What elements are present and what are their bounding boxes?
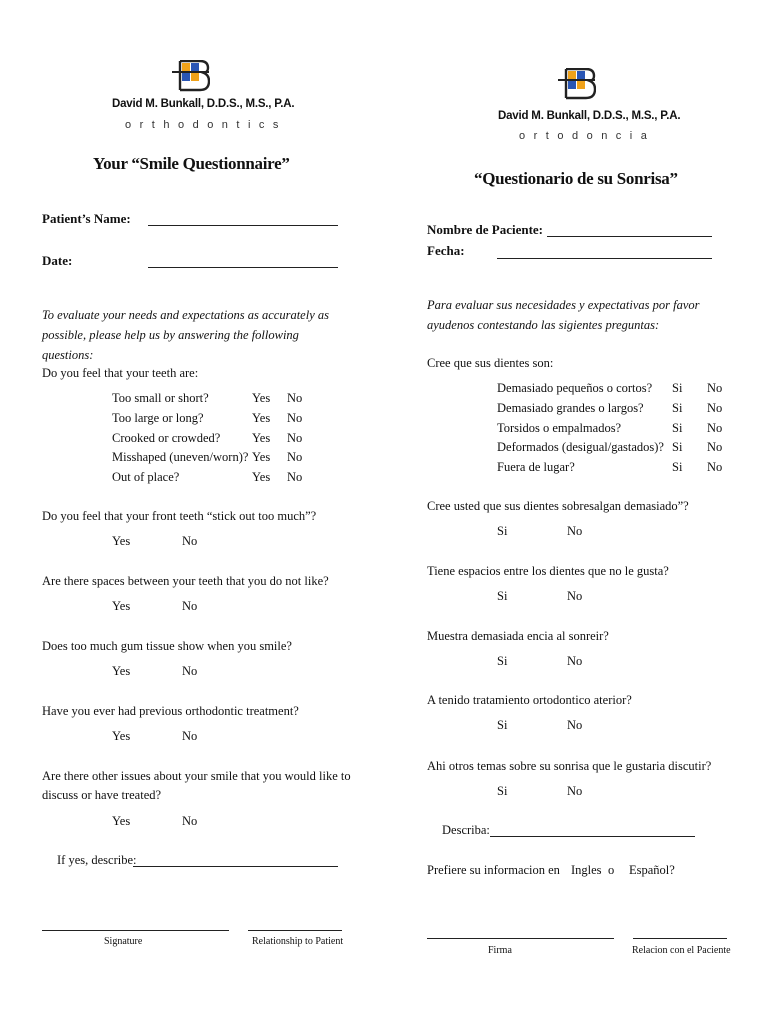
teeth-item: Demasiado pequeños o cortos? bbox=[497, 381, 653, 395]
no-option[interactable]: No bbox=[567, 524, 583, 538]
no-option[interactable]: No bbox=[287, 391, 303, 405]
option-spanish[interactable]: Español? bbox=[629, 863, 675, 877]
no-option[interactable]: No bbox=[287, 450, 303, 464]
yes-option[interactable]: Yes bbox=[112, 729, 131, 743]
no-option[interactable]: No bbox=[182, 814, 198, 828]
relationship-line[interactable] bbox=[633, 938, 727, 939]
practice-specialty: ortodoncia bbox=[519, 130, 656, 142]
yes-option[interactable]: Yes bbox=[112, 664, 131, 678]
question-previous: Have you ever had previous orthodontic treatment? bbox=[42, 704, 299, 718]
no-option[interactable]: No bbox=[707, 440, 723, 454]
no-option[interactable]: No bbox=[707, 421, 723, 435]
no-option[interactable]: No bbox=[182, 599, 198, 613]
question-other: Ahi otros temas sobre su sonrisa que le gustaria discutir? bbox=[427, 759, 712, 773]
no-option[interactable]: No bbox=[182, 534, 198, 548]
yes-option[interactable]: Yes bbox=[252, 411, 271, 425]
practice-specialty: orthodontics bbox=[125, 119, 287, 131]
no-option[interactable]: No bbox=[287, 431, 303, 445]
teeth-item: Deformados (desigual/gastados)? bbox=[497, 440, 664, 454]
no-option[interactable]: No bbox=[182, 729, 198, 743]
yes-option[interactable]: Yes bbox=[112, 599, 131, 613]
teeth-item: Torsidos o empalmados? bbox=[497, 421, 622, 435]
yes-option[interactable]: Si bbox=[672, 401, 683, 415]
intro-text: Para evaluar sus necesidades y expectativas por favor ayudenos contestando las sigientes preguntas: bbox=[427, 298, 700, 332]
yes-option[interactable]: Si bbox=[497, 784, 508, 798]
yes-option[interactable]: Yes bbox=[112, 534, 131, 548]
yes-option[interactable]: Si bbox=[497, 654, 508, 668]
form-title: Your “Smile Questionnaire” bbox=[93, 154, 290, 173]
no-option[interactable]: No bbox=[182, 664, 198, 678]
describe-field[interactable] bbox=[490, 836, 695, 837]
teeth-item: Out of place? bbox=[112, 470, 180, 484]
no-option[interactable]: No bbox=[567, 784, 583, 798]
question-stick-out: Cree usted que sus dientes sobresalgan demasiado”? bbox=[427, 499, 689, 513]
teeth-item: Fuera de lugar? bbox=[497, 460, 575, 474]
patient-name-label: Patient’s Name: bbox=[42, 211, 131, 226]
yes-option[interactable]: Si bbox=[672, 440, 683, 454]
if-yes-label: If yes, describe: bbox=[57, 853, 137, 867]
form-title: “Questionario de su Sonrisa” bbox=[474, 169, 678, 188]
relationship-caption: Relationship to Patient bbox=[252, 936, 344, 947]
question-stick-out: Do you feel that your front teeth “stick out too much”? bbox=[42, 509, 317, 523]
patient-name-field[interactable] bbox=[547, 236, 712, 237]
option-separator: o bbox=[608, 863, 615, 877]
signature-caption: Firma bbox=[488, 945, 512, 956]
practice-name: David M. Bunkall, D.D.S., M.S., P.A. bbox=[498, 110, 681, 122]
yes-option[interactable]: Yes bbox=[252, 391, 271, 405]
no-option[interactable]: No bbox=[707, 381, 723, 395]
date-field[interactable] bbox=[497, 258, 712, 259]
teeth-item: Misshaped (uneven/worn)? bbox=[112, 450, 249, 464]
relationship-caption: Relacion con el Paciente bbox=[632, 945, 731, 956]
yes-option[interactable]: Si bbox=[672, 381, 683, 395]
yes-option[interactable]: Yes bbox=[252, 470, 271, 484]
practice-name: David M. Bunkall, D.D.S., M.S., P.A. bbox=[112, 98, 295, 110]
no-option[interactable]: No bbox=[567, 718, 583, 732]
teeth-item: Too small or short? bbox=[112, 391, 209, 405]
question-gum: Muestra demasiada encia al sonreir? bbox=[427, 629, 609, 643]
describe-label: Describa: bbox=[442, 823, 490, 837]
question-other-line2: discuss or have treated? bbox=[42, 788, 162, 802]
yes-option[interactable]: Yes bbox=[252, 450, 271, 464]
question-spaces: Are there spaces between your teeth that you do not like? bbox=[42, 574, 329, 588]
language-preference-label: Prefiere su informacion en bbox=[427, 863, 560, 877]
yes-option[interactable]: Si bbox=[497, 524, 508, 538]
teeth-question: Do you feel that your teeth are: bbox=[42, 366, 199, 380]
no-option[interactable]: No bbox=[567, 654, 583, 668]
yes-option[interactable]: Yes bbox=[252, 431, 271, 445]
question-gum: Does too much gum tissue show when you smile? bbox=[42, 639, 292, 653]
teeth-item: Crooked or crowded? bbox=[112, 431, 221, 445]
intro-text: To evaluate your needs and expectations as accurately as possible, please help us by answering the following questions: bbox=[42, 308, 329, 362]
date-label: Date: bbox=[42, 253, 73, 268]
signature-line[interactable] bbox=[427, 938, 614, 939]
no-option[interactable]: No bbox=[567, 589, 583, 603]
date-label: Fecha: bbox=[427, 243, 465, 258]
teeth-question: Cree que sus dientes son: bbox=[427, 356, 554, 370]
signature-line[interactable] bbox=[42, 930, 229, 931]
question-spaces: Tiene espacios entre los dientes que no le gusta? bbox=[427, 564, 669, 578]
yes-option[interactable]: Si bbox=[497, 718, 508, 732]
yes-option[interactable]: Yes bbox=[112, 814, 131, 828]
no-option[interactable]: No bbox=[287, 470, 303, 484]
relationship-line[interactable] bbox=[248, 930, 342, 931]
yes-option[interactable]: Si bbox=[672, 421, 683, 435]
no-option[interactable]: No bbox=[707, 401, 723, 415]
teeth-item: Demasiado grandes o largos? bbox=[497, 401, 644, 415]
patient-name-field[interactable] bbox=[148, 225, 338, 226]
practice-logo bbox=[558, 68, 596, 100]
question-other-line1: Are there other issues about your smile that you would like to bbox=[42, 769, 351, 783]
yes-option[interactable]: Si bbox=[672, 460, 683, 474]
yes-option[interactable]: Si bbox=[497, 589, 508, 603]
option-english[interactable]: Ingles bbox=[571, 863, 602, 877]
date-field[interactable] bbox=[148, 267, 338, 268]
question-previous: A tenido tratamiento ortodontico aterior? bbox=[427, 693, 632, 707]
no-option[interactable]: No bbox=[707, 460, 723, 474]
signature-caption: Signature bbox=[104, 936, 143, 947]
describe-field[interactable] bbox=[133, 866, 338, 867]
practice-logo bbox=[172, 60, 210, 92]
no-option[interactable]: No bbox=[287, 411, 303, 425]
teeth-item: Too large or long? bbox=[112, 411, 204, 425]
patient-name-label: Nombre de Paciente: bbox=[427, 222, 544, 237]
